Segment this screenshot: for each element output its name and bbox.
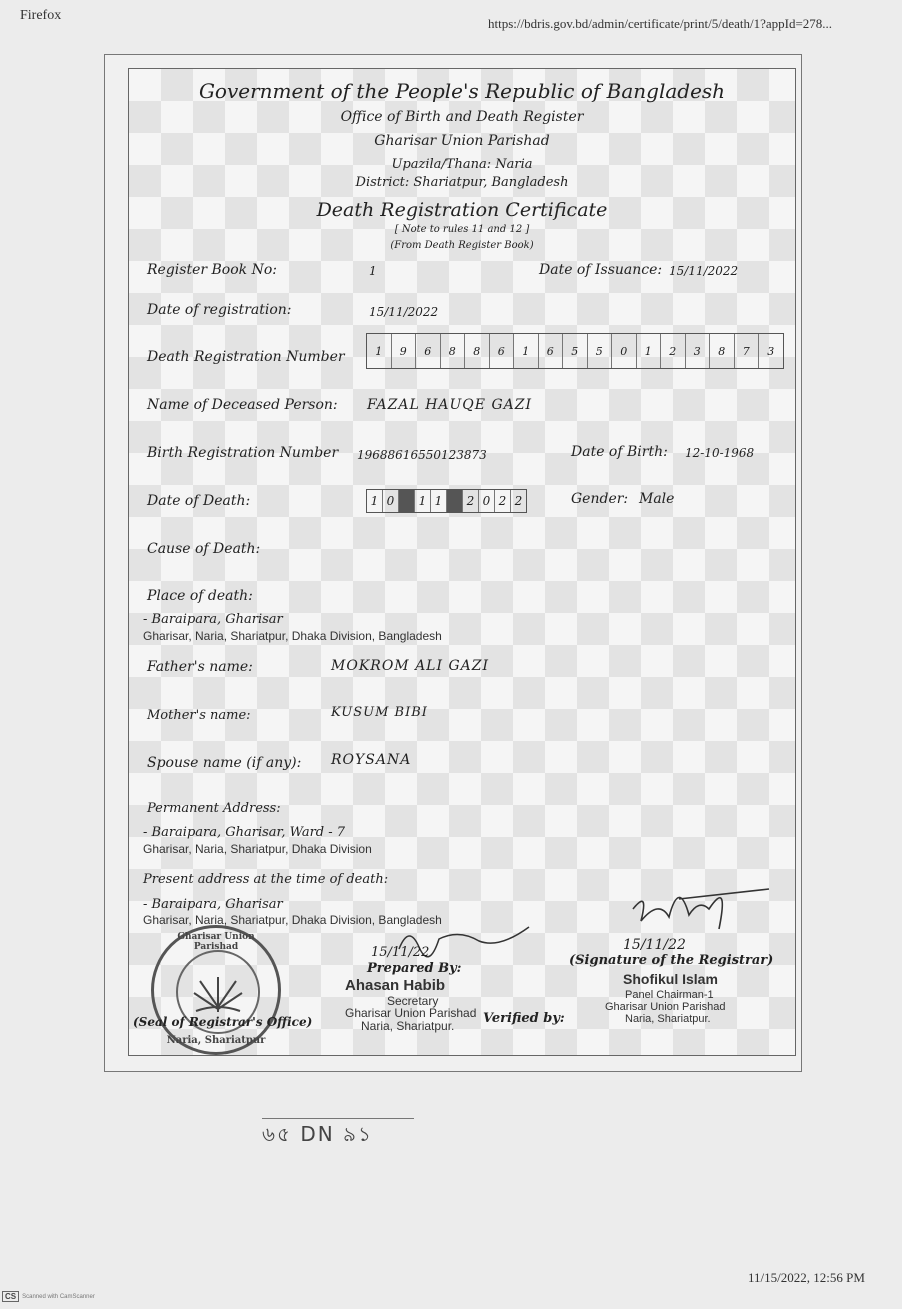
office-title: Office of Birth and Death Register (340, 109, 584, 125)
gender-value: Male (639, 491, 675, 507)
death-reg-digit: 9 (392, 334, 417, 368)
spouse-label: Spouse name (if any): (147, 755, 302, 771)
registrar-label: (Signature of the Registrar) (569, 953, 774, 968)
place-line1: - Baraipara, Gharisar (143, 612, 283, 627)
dod-digit: 1 (367, 490, 383, 512)
father-label: Father's name: (147, 659, 253, 675)
place-label: Place of death: (147, 588, 253, 604)
death-reg-digit: 5 (588, 334, 613, 368)
dod-digit: 1 (431, 490, 447, 512)
death-certificate (128, 68, 796, 1056)
verified-label: Verified by: (483, 1011, 565, 1026)
union-parishad-seal (151, 925, 281, 1055)
deceased-value: FAZAL HAUQE GAZI (367, 397, 533, 413)
death-reg-digit: 8 (710, 334, 735, 368)
deceased-label: Name of Deceased Person: (147, 397, 338, 413)
death-reg-digit: 1 (637, 334, 662, 368)
permanent-label: Permanent Address: (147, 801, 281, 816)
union-title: Gharisar Union Parishad (374, 133, 550, 149)
dod-digit: 0 (383, 490, 399, 512)
dod-digit: 2 (463, 490, 479, 512)
registration-date-value: 15/11/2022 (369, 305, 439, 319)
register-book-label: Register Book No: (147, 262, 277, 278)
dod-separator (447, 490, 463, 512)
permanent-line2: Gharisar, Naria, Shariatpur, Dhaka Division (143, 842, 372, 856)
death-reg-digit: 8 (441, 334, 466, 368)
scanner-watermark (2, 1291, 95, 1302)
register-source: (From Death Register Book) (390, 240, 534, 251)
death-reg-digit: 3 (767, 344, 775, 358)
death-reg-digit: 2 (661, 334, 686, 368)
mother-label: Mother's name: (147, 708, 251, 723)
prepared-org: Gharisar Union Parishad (345, 1006, 477, 1020)
death-reg-digit: 8 (465, 334, 490, 368)
death-reg-digit: 1 (367, 334, 392, 368)
dob-value: 12-10-1968 (685, 446, 755, 460)
issuance-label: Date of Issuance: (539, 262, 663, 278)
prepared-date: 15/11/22 (371, 945, 430, 960)
birth-reg-value: 19688616550123873 (357, 448, 487, 462)
death-reg-digit: 1 (514, 334, 539, 368)
death-reg-number-boxes (366, 333, 784, 369)
dod-digit: 2 (495, 490, 511, 512)
registrar-org: Gharisar Union Parishad (605, 1001, 726, 1013)
dod-digit: 0 (479, 490, 495, 512)
registrar-place: Naria, Shariatpur. (625, 1013, 711, 1025)
handwritten-underline (262, 1118, 414, 1119)
death-reg-number-label: Death Registration Number (147, 349, 345, 365)
certificate-title: Death Registration Certificate (316, 199, 608, 221)
present-label: Present address at the time of death: (143, 872, 389, 887)
prepared-place: Naria, Shariatpur. (361, 1019, 455, 1033)
rules-note: [ Note to rules 11 and 12 ] (394, 224, 530, 235)
mother-value: KUSUM BIBI (331, 705, 428, 720)
registrar-name: Shofikul Islam (623, 971, 718, 987)
camscanner-icon: CS (2, 1291, 19, 1302)
seal-bottom-text: Naria, Shariatpur (166, 1035, 266, 1046)
death-reg-digit: 5 (563, 334, 588, 368)
print-timestamp: 11/15/2022, 12:56 PM (748, 1270, 865, 1285)
death-reg-digit: 6 (416, 334, 441, 368)
cause-label: Cause of Death: (147, 541, 261, 557)
register-book-value: 1 (369, 264, 377, 278)
dod-separator (399, 490, 415, 512)
place-line2: Gharisar, Naria, Shariatpur, Dhaka Division, Bangladesh (143, 629, 442, 643)
permanent-line1: - Baraipara, Gharisar, Ward - 7 (143, 825, 346, 840)
prepared-label: Prepared By: (367, 961, 462, 976)
death-reg-digit: 6 (490, 334, 515, 368)
death-reg-digit: 7 (735, 334, 760, 368)
registrar-signature-icon (619, 869, 779, 939)
district-line: District: Shariatpur, Bangladesh (355, 175, 569, 190)
registrar-date: 15/11/22 (623, 937, 686, 953)
dod-boxes (366, 489, 527, 513)
browser-name: Firefox (20, 8, 62, 23)
upazila-line: Upazila/Thana: Naria (391, 157, 533, 172)
dob-label: Date of Birth: (571, 444, 668, 460)
seal-top-text: Gharisar Union Parishad (177, 932, 255, 952)
registration-date-label: Date of registration: (147, 302, 292, 318)
present-line1: - Baraipara, Gharisar (143, 897, 283, 912)
dod-digit: 1 (415, 490, 431, 512)
death-reg-digit: 6 (539, 334, 564, 368)
birth-reg-label: Birth Registration Number (147, 445, 339, 461)
dod-label: Date of Death: (147, 493, 251, 509)
issuance-value: 15/11/2022 (669, 264, 739, 278)
prepared-name: Ahasan Habib (345, 977, 446, 994)
death-reg-digit: 3 (686, 334, 711, 368)
seal-label: (Seal of Registrar's Office) (133, 1015, 313, 1029)
dod-digit: 2 (514, 494, 523, 508)
death-reg-digit: 0 (612, 334, 637, 368)
page-url: https://bdris.gov.bd/admin/certificate/print/5/death/1?appId=278... (488, 16, 833, 31)
prepared-title: Secretary (387, 994, 439, 1008)
gender-label: Gender: (571, 491, 629, 507)
registrar-title: Panel Chairman-1 (625, 989, 714, 1001)
scanner-text: Scanned with CamScanner (22, 1293, 95, 1300)
spouse-value: ROYSANA (331, 752, 412, 768)
government-title: Government of the People's Republic of Bangladesh (198, 79, 726, 103)
handwritten-note: ৬৫ DN ৯১ (262, 1122, 374, 1146)
father-value: MOKROM ALI GAZI (331, 658, 490, 674)
present-line2: Gharisar, Naria, Shariatpur, Dhaka Division, Bangladesh (143, 913, 442, 927)
